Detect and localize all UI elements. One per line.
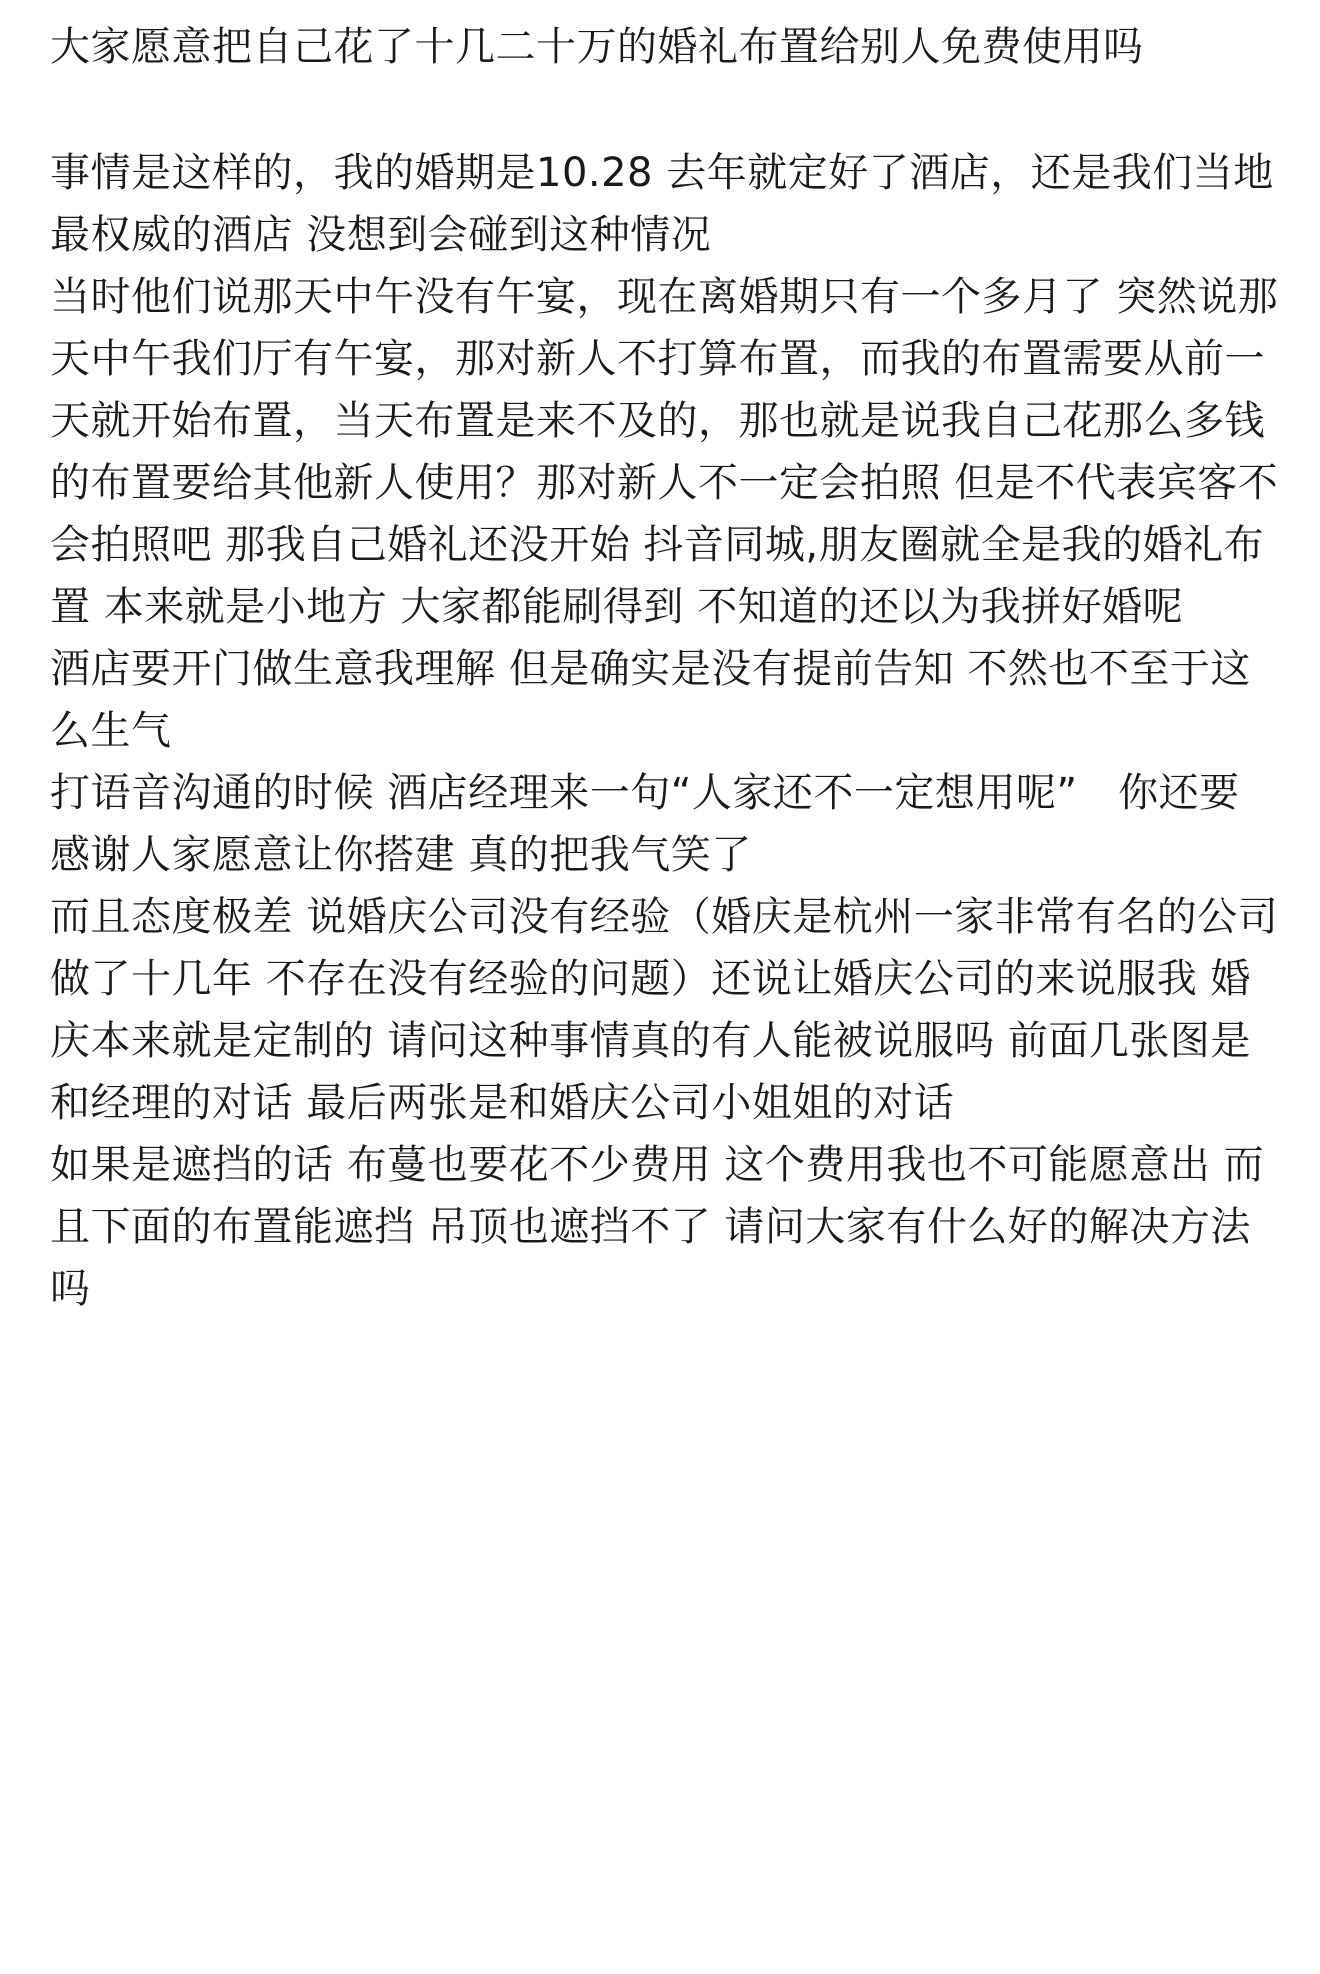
post-body — [50, 142, 1280, 1320]
post-title: 大家愿意把自己花了十几二十万的婚礼布置给别人免费使用吗 — [50, 24, 1144, 70]
paragraph-1: 事情是这样的，我的婚期是10.28 去年就定好了酒店，还是我们当地最权威的酒店 没想到会碰到这种情况 — [50, 150, 1274, 258]
paragraph-5: 而且态度极差 说婚庆公司没有经验（婚庆是杭州一家非常有名的公司 做了十几年 不存在没有经验的问题）还说让婚庆公司的来说服我 婚庆本来就是定制的 请问这种事情真的有人能被说服吗 前面几张图是和经理的对话 最后两张是和婚庆公司小姐姐的对话 — [50, 894, 1279, 1126]
paragraph-3: 酒店要开门做生意我理解 但是确实是没有提前告知 不然也不至于这么生气 — [50, 646, 1251, 754]
paragraph-4: 打语音沟通的时候 酒店经理来一句“人家还不一定想用呢” 你还要感谢人家愿意让你搭建 真的把我气笑了 — [50, 770, 1240, 878]
paragraph-2: 当时他们说那天中午没有午宴，现在离婚期只有一个多月了 突然说那天中午我们厅有午宴，那对新人不打算布置，而我的布置需要从前一天就开始布置，当天布置是来不及的，那也就是说我自己花那么多钱的布置要给其他新人使用？那对新人不一定会拍照 但是不代表宾客不会拍照吧 那我自己婚礼还没开始 抖音同城,朋友圈就全是我的婚礼布置 本来就是小地方 大家都能刷得到 不知道的还以为我拼好婚呢 — [50, 274, 1279, 630]
paragraph-6: 如果是遮挡的话 布蔓也要花不少费用 这个费用我也不可能愿意出 而且下面的布置能遮挡 吊顶也遮挡不了 请问大家有什么好的解决方法吗 — [50, 1142, 1265, 1312]
